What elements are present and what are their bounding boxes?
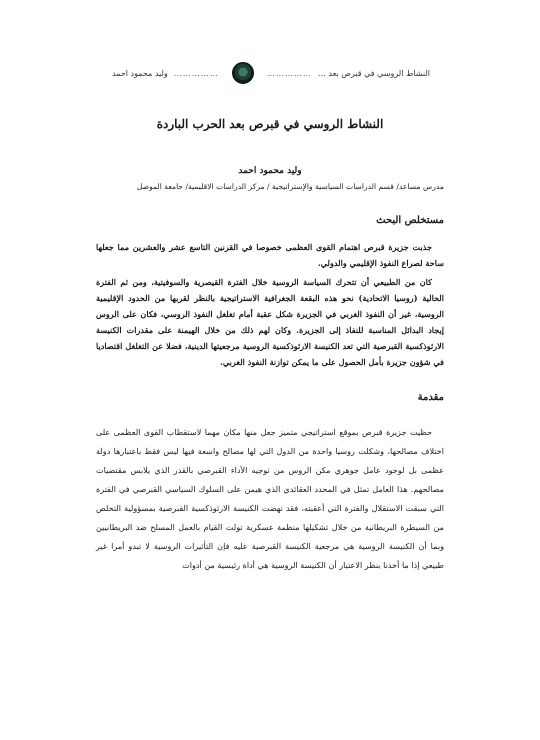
introduction-body [96, 423, 444, 575]
introduction-heading: مقدمة [417, 392, 444, 403]
abstract-text: جذبت جزيرة قبرص اهتمام القوى العظمى خصوصا في القرنين التاسع عشر والعشرين مما جعلها ساحة لصراع النفوذ الإقليمي والدولي. [96, 242, 444, 268]
abstract-text: كان من الطبيعي أن تتحرك السياسة الروسية خلال الفترة القيصرية والسوفيتية، ومن ثم الفترة الحالية (روسيا الاتحادية) نحو هذه البقعة الجغرافية الاستراتيجية بالنظر لقربها من الحدود الإقليمية الروسية، غير أن النفوذ الغربي في الجزيرة شكل عقبة أمام تغلغل النفوذ الروسي، فكان على الروس إيجاد البدائل المناسبة للنفاذ إلى الجزيرة. وكان لهم ذلك من خلال الهيمنة على مقدرات الكنيسة الارثوذكسية القبرصية التي تعد الكنيسة الارثوذكسية الروسية مرجعيتها الدينية، فضلا عن التغلغل اقتصاديا في شؤون جزيرة بأمل الحصول على ما يمكن توازنة النفوذ الغربي. [96, 277, 444, 367]
author-affiliation: مدرس مساعد/ قسم الدراسات السياسية والإستراتيجية / مركز الدراسات الاقليمية/ جامعة الموصل [136, 182, 444, 191]
abstract-paragraph-2 [96, 274, 444, 370]
abstract-paragraph-1 [96, 239, 444, 271]
running-header-short-title: النشاط الروسي في قبرص بعد … [317, 68, 430, 78]
leader-dots: …………… [173, 68, 219, 78]
running-header [112, 60, 430, 86]
paper-title: النشاط الروسي في قبرص بعد الحرب الباردة [156, 117, 384, 131]
running-header-left [112, 69, 219, 78]
running-header-author: وليد محمود احمد [112, 68, 168, 78]
university-emblem-icon [232, 62, 254, 84]
abstract-heading: مستخلص البحث [376, 215, 444, 226]
leader-dots: …………… [266, 68, 312, 78]
running-header-right [267, 69, 430, 78]
introduction-text: حظيت جزيرة قبرص بموقع استراتيجي متميز جعل منها مكان مهما لاستقطاب القوى العظمى على اختلاف مصالحها، وشكلت روسيا واحدة من الدول التي لها مصالح واسعة فيها ليس فقط باعتبارها دولة عظمى بل لوجود عامل جوهري مكن الروس من توجيه الأداء القبرصي بالقدر الذي يلابس مقتضيات مصالحهم. هذا العامل تمثل في المحدد العقائدي الذي هيمن على السلوك السياسي القبرصي في الفترة التي سبقت الاستقلال والفترة التي أعقبته، فقد نهضت الكنيسة الارثوذكسية القبرصية بمسؤولية التخلص من السيطرة البريطانية من خلال تشكيلها منظمة عسكرية تولت القيام بالعمل المسلح ضد البريطانيين وبما أن الكنيسة الروسية هي مرجعية الكنيسة القبرصية عليه فإن التأثيرات الروسية لا تبدو أمرا غير طبيعي إذا ما أخذنا بنظر الاعتبار أن الكنيسة الروسية هي أداة رئيسية من أدوات [96, 427, 444, 570]
author-name: وليد محمود احمد [238, 166, 302, 176]
